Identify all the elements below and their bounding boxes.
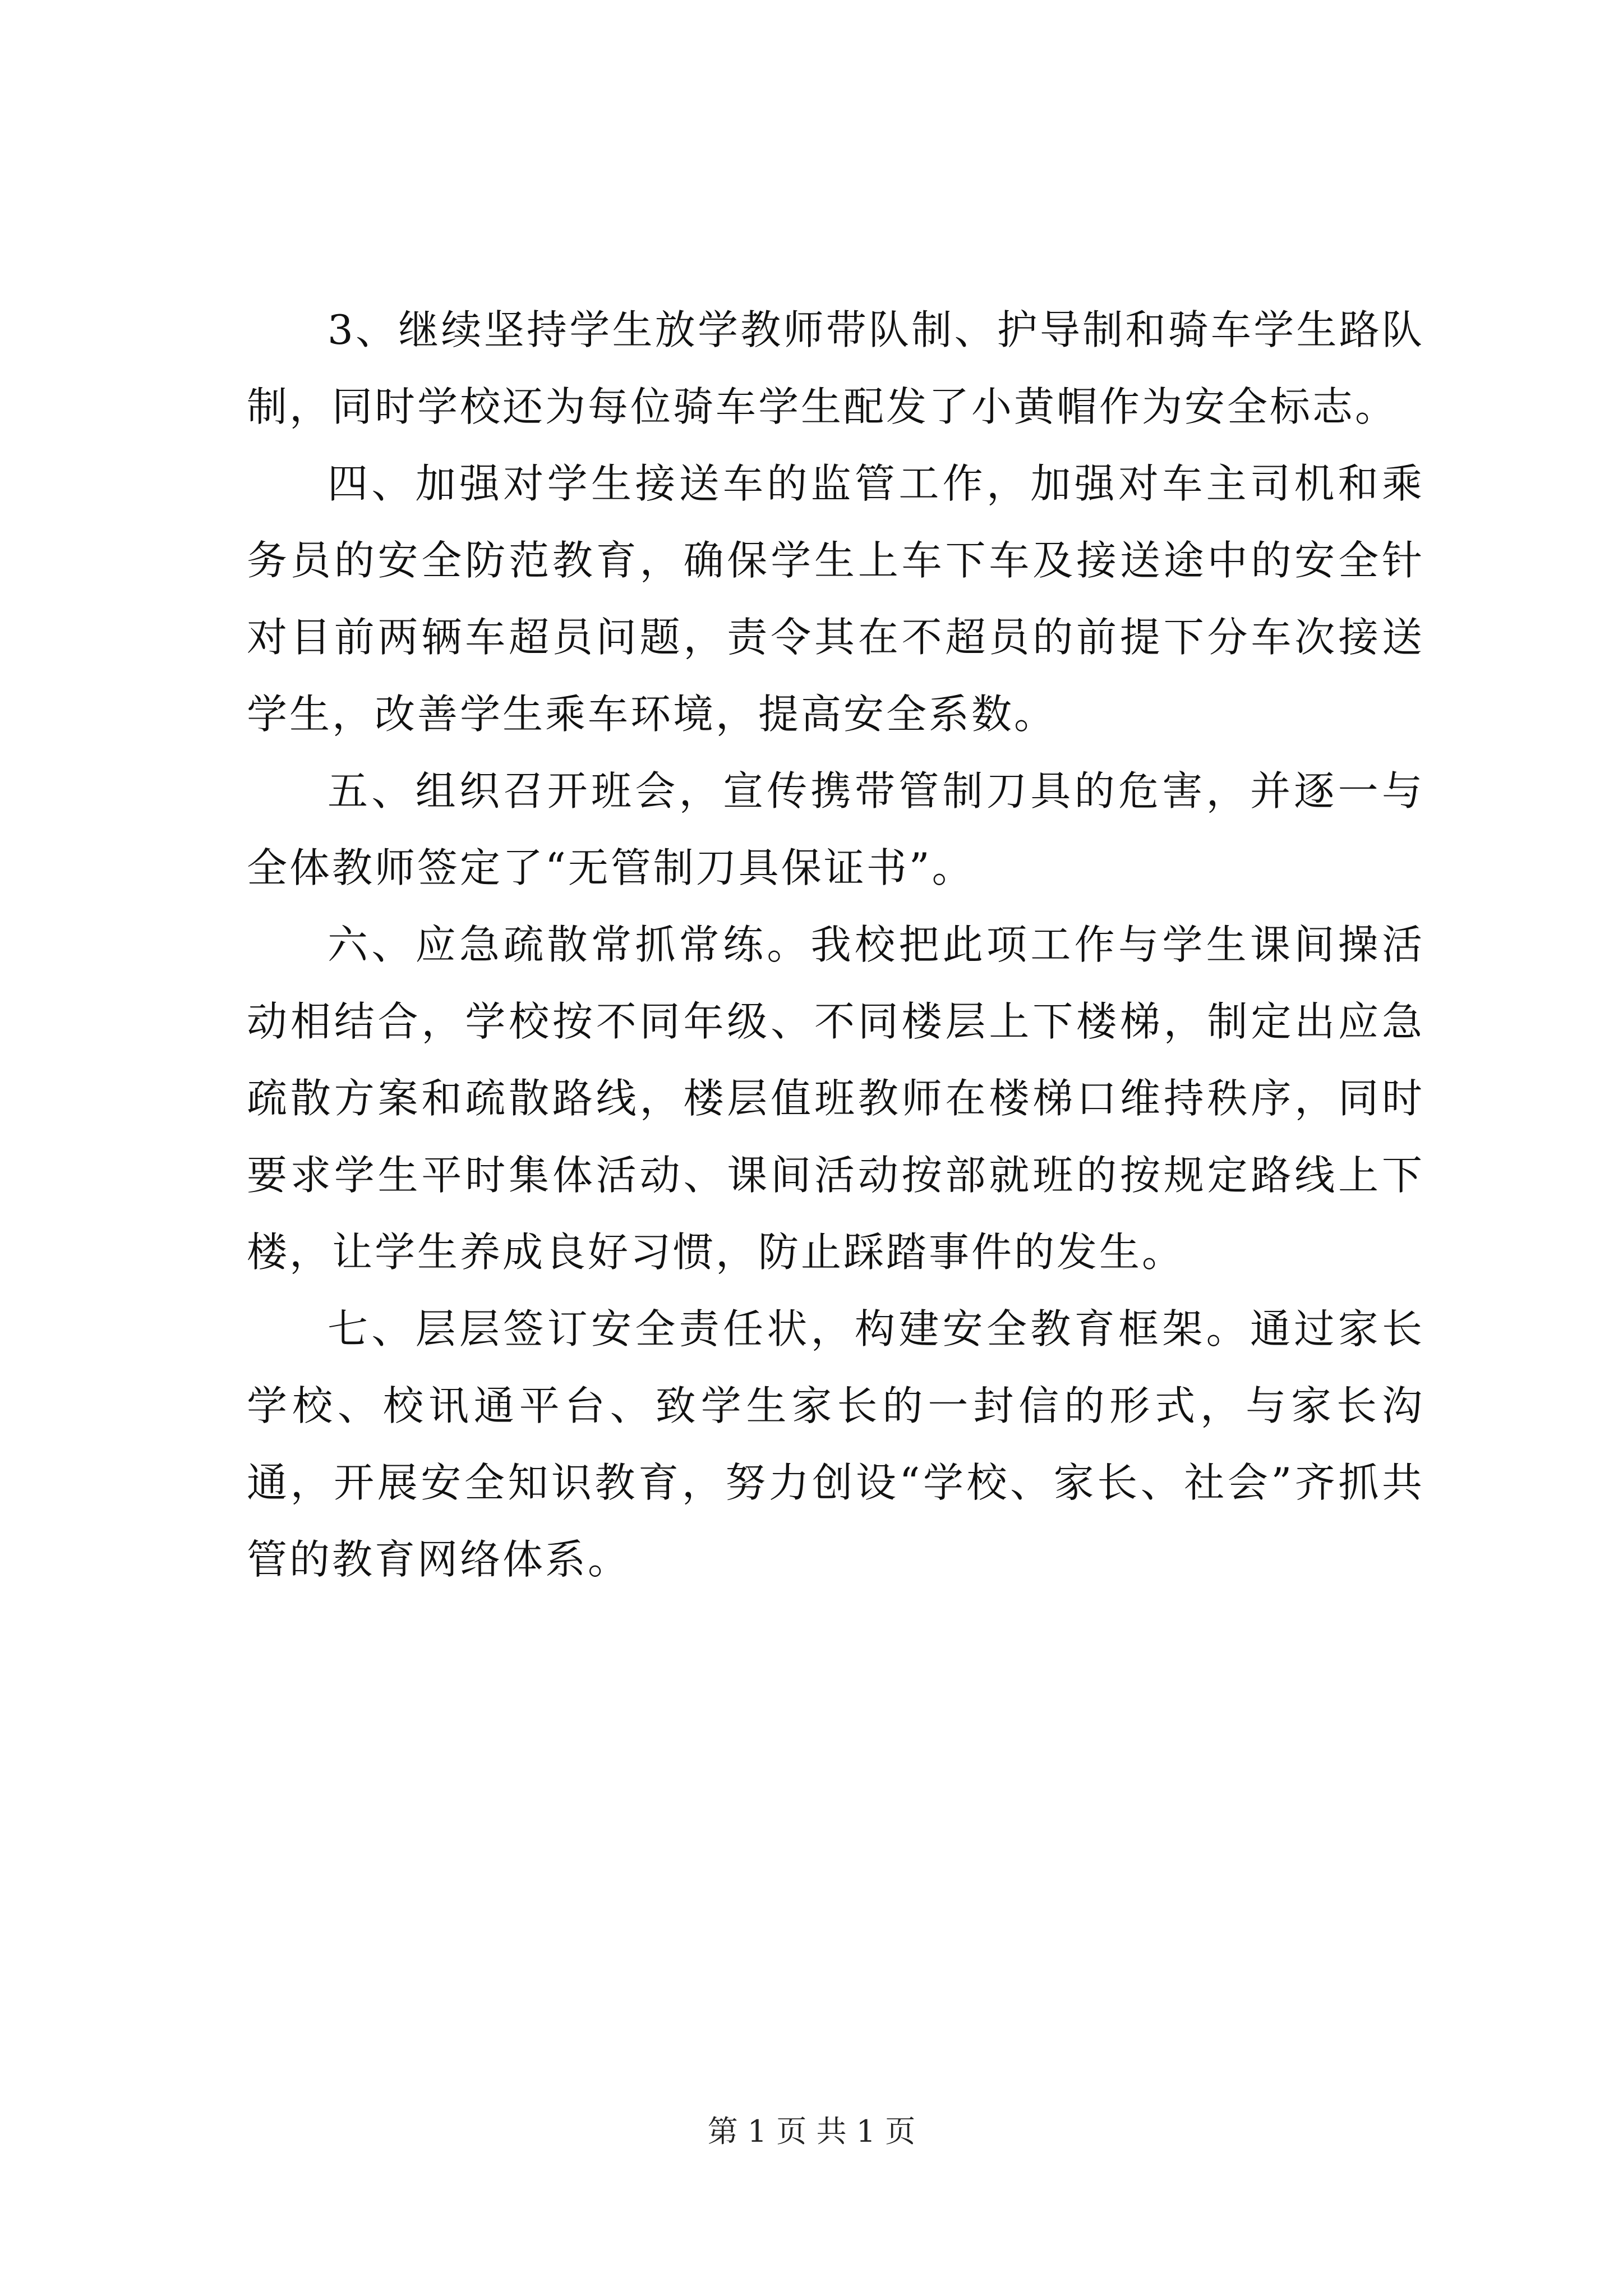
paragraph-section-4: 四、加强对学生接送车的监管工作，加强对车主司机和乘务员的安全防范教育，确保学生上车下车及接送途中的安全针对目前两辆车超员问题，责令其在不超员的前提下分车次接送学生，改善学生乘车环境，提高安全系数。	[247, 460, 1424, 738]
page-footer: 第 1 页 共 1 页	[707, 2114, 916, 2149]
paragraph-section-6: 六、应急疏散常抓常练。我校把此项工作与学生课间操活动相结合，学校按不同年级、不同楼层上下楼梯，制定出应急疏散方案和疏散路线，楼层值班教师在楼梯口维持秩序，同时要求学生平时集体活动、课间活动按部就班的按规定路线上下楼，让学生养成良好习惯，防止踩踏事件的发生。	[247, 921, 1424, 1276]
paragraph-item-3: 3、继续坚持学生放学教师带队制、护导制和骑车学生路队制，同时学校还为每位骑车学生配发了小黄帽作为安全标志。	[247, 306, 1424, 430]
paragraph-section-5: 五、组织召开班会，宣传携带管制刀具的危害，并逐一与全体教师签定了“无管制刀具保证书”。	[247, 767, 1424, 891]
paragraph-section-7: 七、层层签订安全责任状，构建安全教育框架。通过家长学校、校讯通平台、致学生家长的一封信的形式，与家长沟通，开展安全知识教育，努力创设“学校、家长、社会”齐抓共管的教育网络体系。	[247, 1305, 1424, 1583]
document-body	[247, 292, 1424, 1598]
